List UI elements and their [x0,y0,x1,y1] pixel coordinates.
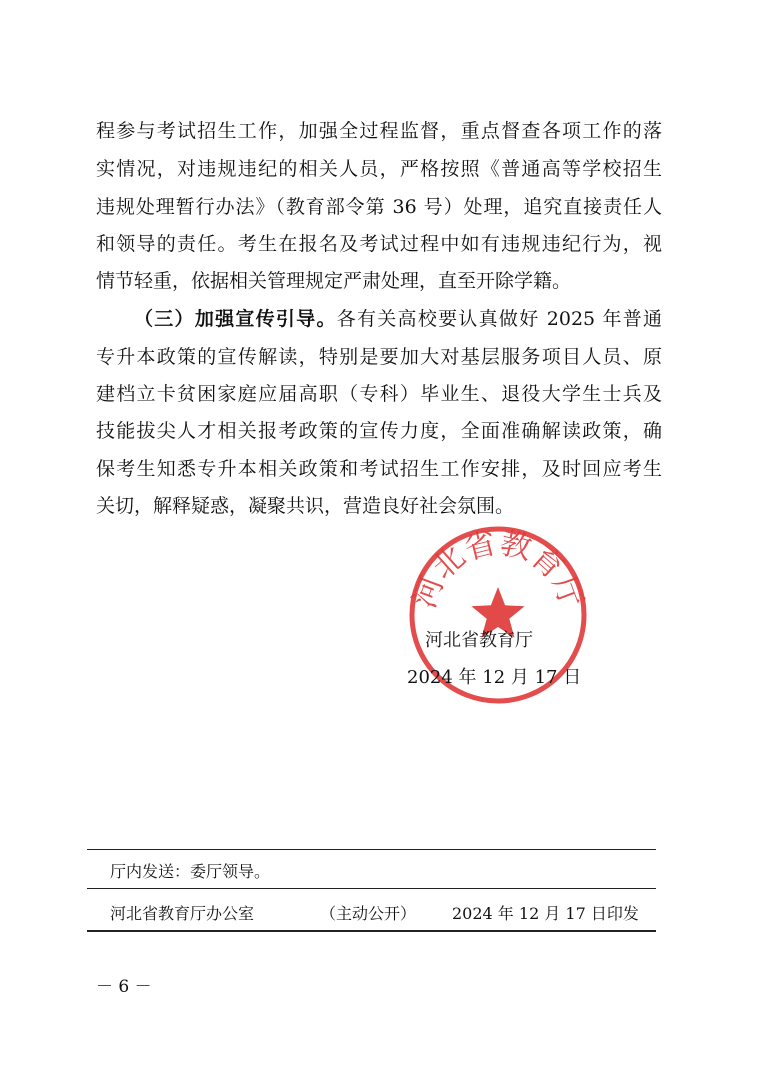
paragraph-line: 专升本政策的宣传解读，特别是要加大对基层服务项目人员、原 [96,346,662,368]
issuer-office: 河北省教育厅办公室 [110,904,255,923]
paragraph-line: 建档立卡贫困家庭应届高职（专科）毕业生、退役大学生士兵及 [96,383,662,405]
seal-text: 河北省教育厅 [406,524,590,613]
paragraph-text: 各有关高校要认真做好 2025 年普通 [336,308,662,330]
print-date: 2024 年 12 月 17 日印发 [452,904,639,923]
divider [87,849,656,850]
signature-date: 2024 年 12 月 17 日 [407,667,582,688]
paragraph-line: 保考生知悉专升本相关政策和考试招生工作安排，及时回应考生 [96,458,662,480]
paragraph-line: 情节轻重，依据相关管理规定严肃处理，直至开除学籍。 [96,270,572,292]
divider [87,930,656,932]
paragraph-first-line [134,308,662,330]
paragraph-line: 技能拔尖人才相关报考政策的宣传力度，全面准确解读政策，确 [96,420,662,442]
distribution-note: 厅内发送：委厅领导。 [110,862,271,881]
paragraph-line: 实情况，对违规违纪的相关人员，严格按照《普通高等学校招生 [96,158,662,180]
divider [87,888,656,889]
paragraph-line: 关切，解释疑惑，凝聚共识，营造良好社会氛围。 [96,495,515,517]
page-number: － 6 － [96,977,152,997]
paragraph-line: 违规处理暂行办法》（教育部令第 36 号）处理，追究直接责任人 [96,196,662,218]
signature-org: 河北省教育厅 [425,630,533,651]
paragraph-line: 和领导的责任。考生在报名及考试过程中如有违规违纪行为，视 [96,233,662,255]
disclosure-status: （主动公开） [320,904,417,923]
section-heading: （三）加强宣传引导。 [134,308,337,330]
paragraph-line: 程参与考试招生工作，加强全过程监督，重点督查各项工作的落 [96,120,662,142]
